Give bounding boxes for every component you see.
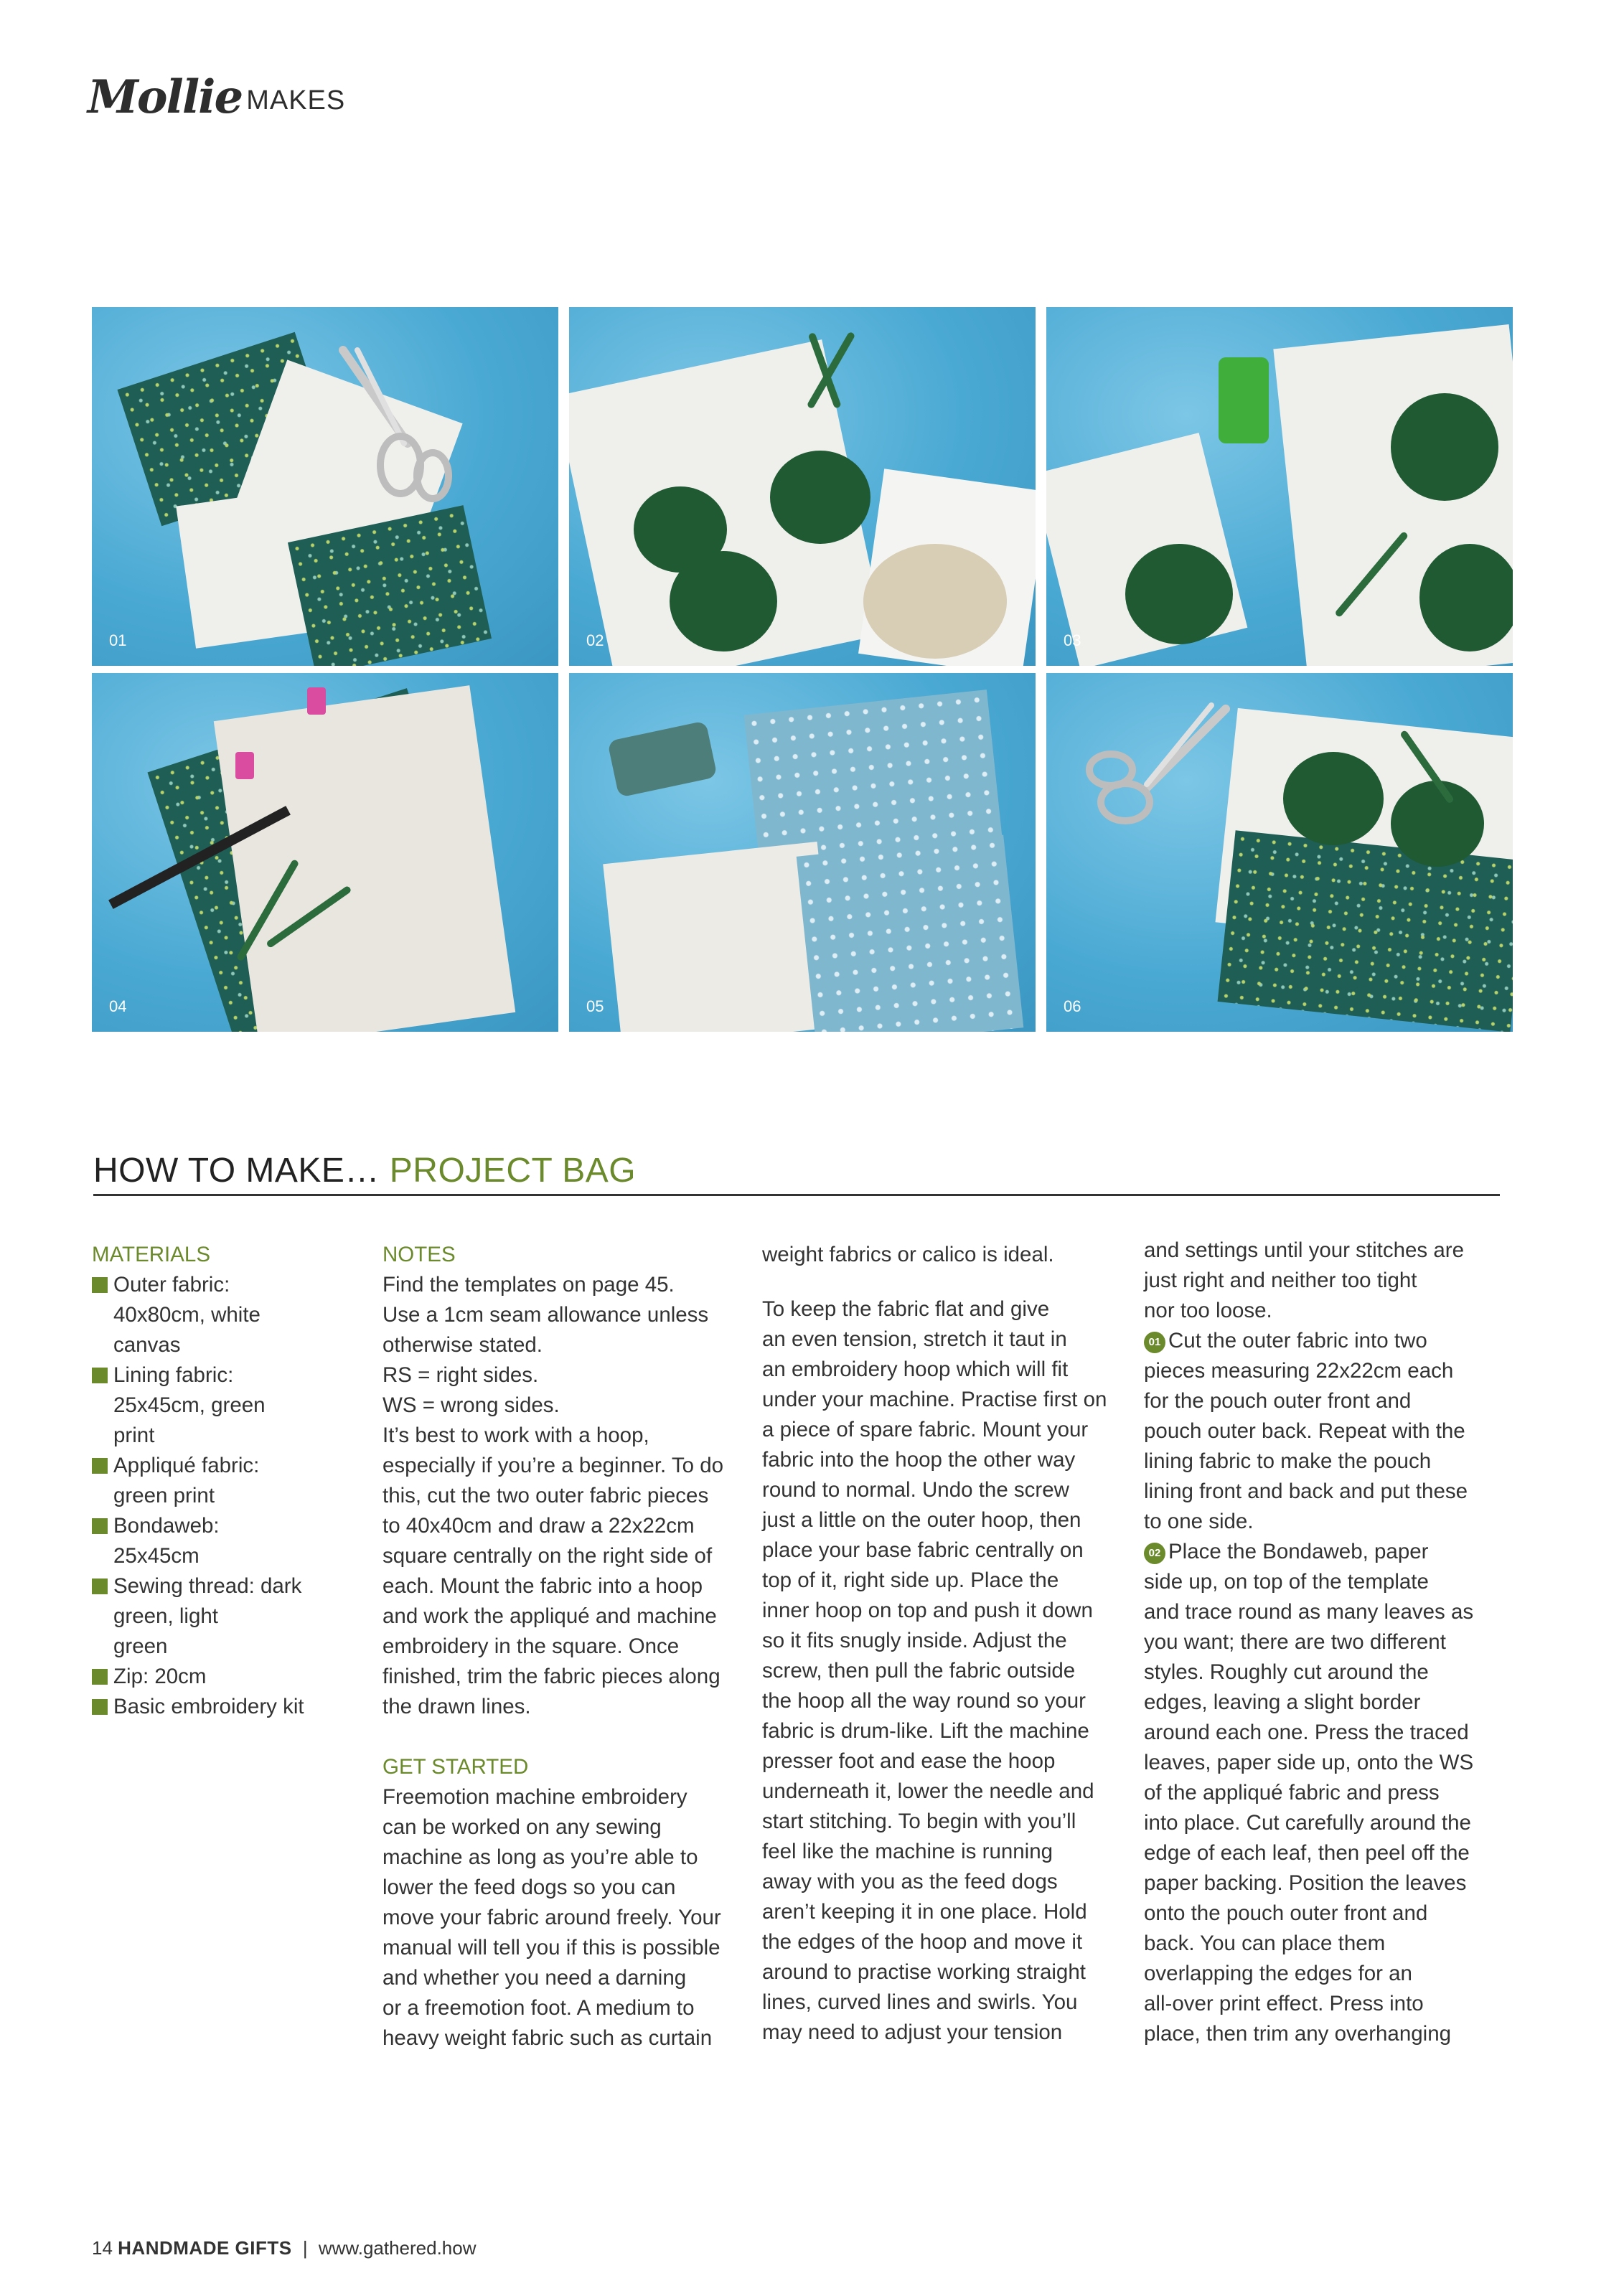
- step-line: of the appliqué fabric and press: [1144, 1781, 1440, 1805]
- material-item: [92, 1662, 336, 1692]
- blue-lining-fabric: [797, 835, 1024, 1032]
- text-line: place your base fabric centrally on: [762, 1538, 1084, 1562]
- text-line: feel like the machine is running: [762, 1840, 1053, 1863]
- notes-line: to 40x40cm and draw a 22x22cm: [382, 1514, 695, 1538]
- material-item: [92, 1571, 336, 1662]
- text-line: nor too loose.: [1144, 1299, 1272, 1322]
- get-started-line: can be worked on any sewing: [382, 1815, 662, 1839]
- notes-text: [382, 1270, 741, 1722]
- step-line: for the pouch outer front and: [1144, 1389, 1412, 1413]
- text-line: an even tension, stretch it taut in: [762, 1327, 1067, 1351]
- text-line: a piece of spare fabric. Mount your: [762, 1418, 1089, 1441]
- step-line: edge of each leaf, then peel off the: [1144, 1841, 1470, 1865]
- notes-line: this, cut the two outer fabric pieces: [382, 1484, 709, 1507]
- get-started-text: [382, 1782, 741, 2053]
- material-line: canvas: [113, 1333, 181, 1357]
- notes-line: especially if you’re a beginner. To do: [382, 1454, 724, 1477]
- monstera-leaf: [670, 551, 777, 651]
- materials-heading: MATERIALS: [92, 1243, 211, 1266]
- material-line: Zip: 20cm: [113, 1665, 207, 1688]
- text-line: screw, then pull the fabric outside: [762, 1659, 1076, 1683]
- material-item: [92, 1360, 336, 1451]
- material-item: [92, 1511, 336, 1571]
- material-item: [92, 1451, 336, 1511]
- photo-number: 05: [586, 997, 604, 1015]
- material-line: green print: [113, 1484, 215, 1507]
- material-item: [92, 1270, 336, 1360]
- notes-line: WS = wrong sides.: [382, 1393, 560, 1417]
- step-line: pouch outer back. Repeat with the: [1144, 1419, 1465, 1443]
- square-bullet-icon: [92, 1458, 108, 1474]
- text-line: and settings until your stitches are: [1144, 1238, 1465, 1262]
- step-text: Place the Bondaweb, paper: [1168, 1540, 1429, 1563]
- text-line: round to normal. Undo the screw: [762, 1478, 1069, 1502]
- material-line: Bondaweb:: [113, 1514, 220, 1538]
- notes-line: each. Mount the fabric into a hoop: [382, 1574, 703, 1598]
- step-line: edges, leaving a slight border: [1144, 1690, 1421, 1714]
- step-line: [1144, 1326, 1503, 1356]
- text-line: top of it, right side up. Place the: [762, 1568, 1059, 1592]
- title-accent: PROJECT BAG: [389, 1152, 637, 1190]
- step-line: into place. Cut carefully around the: [1144, 1811, 1471, 1835]
- notes-line: Find the templates on page 45.: [382, 1273, 675, 1297]
- text-line: fabric is drum-like. Lift the machine: [762, 1719, 1089, 1743]
- step-photo-04: [92, 673, 558, 1032]
- scissors-icon: [329, 343, 458, 508]
- notes-heading: NOTES: [382, 1243, 456, 1266]
- notes-line: RS = right sides.: [382, 1363, 539, 1387]
- page-title: [93, 1152, 636, 1190]
- monstera-leaf: [1419, 544, 1513, 651]
- square-bullet-icon: [92, 1277, 108, 1293]
- text-line: aren’t keeping it in one place. Hold: [762, 1900, 1087, 1924]
- text-line: To keep the fabric flat and give: [762, 1297, 1050, 1321]
- monstera-leaf: [1125, 544, 1233, 644]
- scissors-icon: [1068, 702, 1233, 845]
- get-started-line: move your fabric around freely. Your: [382, 1906, 721, 1929]
- step-photo-05: [569, 673, 1036, 1032]
- monstera-leaf: [1391, 393, 1498, 501]
- material-line: green, light: [113, 1604, 218, 1628]
- step-line: and trace round as many leaves as: [1144, 1600, 1474, 1624]
- square-bullet-icon: [92, 1368, 108, 1383]
- photo-number: 06: [1064, 997, 1081, 1015]
- photo-number: 03: [1064, 631, 1081, 649]
- step-number-badge: 02: [1144, 1543, 1165, 1564]
- page-footer: [92, 2237, 477, 2259]
- material-line: Appliqué fabric:: [113, 1454, 260, 1477]
- get-started-line: manual will tell you if this is possible: [382, 1936, 721, 1959]
- get-started-heading: GET STARTED: [382, 1755, 529, 1779]
- step-line: side up, on top of the template: [1144, 1570, 1429, 1594]
- text-line: weight fabrics or calico is ideal.: [762, 1243, 1054, 1266]
- step-01: [1144, 1326, 1503, 1537]
- paragraph: [762, 1240, 1121, 1270]
- material-line: Outer fabric:: [113, 1273, 230, 1297]
- step-photo-01: [92, 307, 558, 666]
- square-bullet-icon: [92, 1518, 108, 1534]
- square-bullet-icon: [92, 1669, 108, 1685]
- material-line: green: [113, 1634, 168, 1658]
- step-line: onto the pouch outer front and: [1144, 1901, 1428, 1925]
- white-canvas-fabric: [214, 685, 516, 1032]
- paragraph: [1144, 1236, 1503, 1326]
- material-line: 25x45cm, green: [113, 1393, 266, 1417]
- step-line: around each one. Press the traced: [1144, 1721, 1469, 1744]
- text-line: under your machine. Practise first on: [762, 1388, 1107, 1411]
- text-line: just a little on the outer hoop, then: [762, 1508, 1081, 1532]
- instructions-column-4: [1144, 1236, 1503, 2049]
- material-line: Lining fabric:: [113, 1363, 234, 1387]
- notes-line: square centrally on the right side of: [382, 1544, 713, 1568]
- text-line: may need to adjust your tension: [762, 2020, 1063, 2044]
- text-line: just right and neither too tight: [1144, 1269, 1417, 1292]
- step-text: Cut the outer fabric into two: [1168, 1329, 1427, 1352]
- sewing-clip: [235, 752, 254, 779]
- notes-line: embroidery in the square. Once: [382, 1634, 680, 1658]
- brand-caps: MAKES: [246, 85, 346, 116]
- text-line: around to practise working straight: [762, 1960, 1086, 1984]
- bondaweb-piece: [863, 544, 1007, 659]
- page-number: 14: [92, 2237, 113, 2259]
- step-02: [1144, 1537, 1503, 2049]
- magazine-name: HANDMADE GIFTS: [118, 2237, 292, 2259]
- step-photo-03: [1046, 307, 1513, 666]
- step-line: pieces measuring 22x22cm each: [1144, 1359, 1454, 1383]
- material-line: Basic embroidery kit: [113, 1695, 304, 1718]
- notes-line: Use a 1cm seam allowance unless: [382, 1303, 709, 1327]
- notes-line: finished, trim the fabric pieces along: [382, 1665, 721, 1688]
- footer-separator: |: [302, 2237, 308, 2259]
- text-line: presser foot and ease the hoop: [762, 1749, 1056, 1773]
- notes-line: It’s best to work with a hoop,: [382, 1424, 649, 1447]
- brand-logo: [88, 63, 346, 124]
- website-url: www.gathered.how: [318, 2237, 477, 2259]
- step-number-badge: 01: [1144, 1332, 1165, 1353]
- square-bullet-icon: [92, 1699, 108, 1715]
- paragraph: [762, 1294, 1121, 2048]
- get-started-line: Freemotion machine embroidery: [382, 1785, 687, 1809]
- monstera-leaf: [1283, 752, 1384, 845]
- step-line: all-over print effect. Press into: [1144, 1992, 1424, 2015]
- step-line: [1144, 1537, 1503, 1567]
- monstera-leaf: [770, 451, 870, 544]
- step-photo-grid: [92, 307, 1498, 1040]
- notes-line: the drawn lines.: [382, 1695, 531, 1718]
- material-item: [92, 1692, 336, 1722]
- materials-column: [92, 1240, 336, 1722]
- notes-column: [382, 1240, 741, 2053]
- text-line: lines, curved lines and swirls. You: [762, 1990, 1078, 2014]
- text-line: underneath it, lower the needle and: [762, 1779, 1094, 1803]
- section-heading: [93, 1148, 1500, 1196]
- step-line: you want; there are two different: [1144, 1630, 1446, 1654]
- step-line: overlapping the edges for an: [1144, 1962, 1412, 1985]
- get-started-line: or a freemotion foot. A medium to: [382, 1996, 695, 2020]
- get-started-line: heavy weight fabric such as curtain: [382, 2026, 713, 2050]
- step-line: lining front and back and put these: [1144, 1479, 1468, 1503]
- material-line: 25x45cm: [113, 1544, 200, 1568]
- step-photo-06: [1046, 673, 1513, 1032]
- sewing-clip: [307, 687, 326, 715]
- material-line: Sewing thread: dark: [113, 1574, 302, 1598]
- title-lead: HOW TO MAKE…: [93, 1152, 380, 1190]
- step-line: paper backing. Position the leaves: [1144, 1871, 1467, 1895]
- green-lining-fabric: [1218, 830, 1513, 1032]
- text-line: an embroidery hoop which will fit: [762, 1358, 1069, 1381]
- text-line: away with you as the feed dogs: [762, 1870, 1058, 1893]
- text-line: inner hoop on top and push it down: [762, 1599, 1093, 1622]
- text-line: the edges of the hoop and move it: [762, 1930, 1083, 1954]
- material-line: print: [113, 1424, 155, 1447]
- step-line: back. You can place them: [1144, 1932, 1386, 1955]
- notes-line: otherwise stated.: [382, 1333, 543, 1357]
- materials-list: [92, 1270, 336, 1722]
- step-photo-02: [569, 307, 1036, 666]
- step-line: place, then trim any overhanging: [1144, 2022, 1452, 2046]
- square-bullet-icon: [92, 1578, 108, 1594]
- step-line: to one side.: [1144, 1510, 1254, 1533]
- text-line: start stitching. To begin with you’ll: [762, 1810, 1076, 1833]
- get-started-line: machine as long as you’re able to: [382, 1845, 698, 1869]
- photo-number: 02: [586, 631, 604, 649]
- get-started-line: lower the feed dogs so you can: [382, 1876, 676, 1899]
- thread-spool: [1219, 357, 1269, 443]
- instructions-column-3: [762, 1240, 1121, 2048]
- text-line: fabric into the hoop the other way: [762, 1448, 1076, 1472]
- step-line: leaves, paper side up, onto the WS: [1144, 1751, 1474, 1774]
- text-line: so it fits snugly inside. Adjust the: [762, 1629, 1067, 1652]
- step-line: lining fabric to make the pouch: [1144, 1449, 1432, 1473]
- step-line: styles. Roughly cut around the: [1144, 1660, 1429, 1684]
- sewing-tin: [607, 720, 718, 797]
- text-line: the hoop all the way round so your: [762, 1689, 1086, 1713]
- photo-number: 04: [109, 997, 127, 1015]
- notes-line: and work the appliqué and machine: [382, 1604, 717, 1628]
- get-started-line: and whether you need a darning: [382, 1966, 687, 1990]
- brand-script: Mollie: [88, 70, 243, 124]
- monstera-leaf: [1391, 781, 1484, 867]
- photo-number: 01: [109, 631, 127, 649]
- material-line: 40x80cm, white: [113, 1303, 261, 1327]
